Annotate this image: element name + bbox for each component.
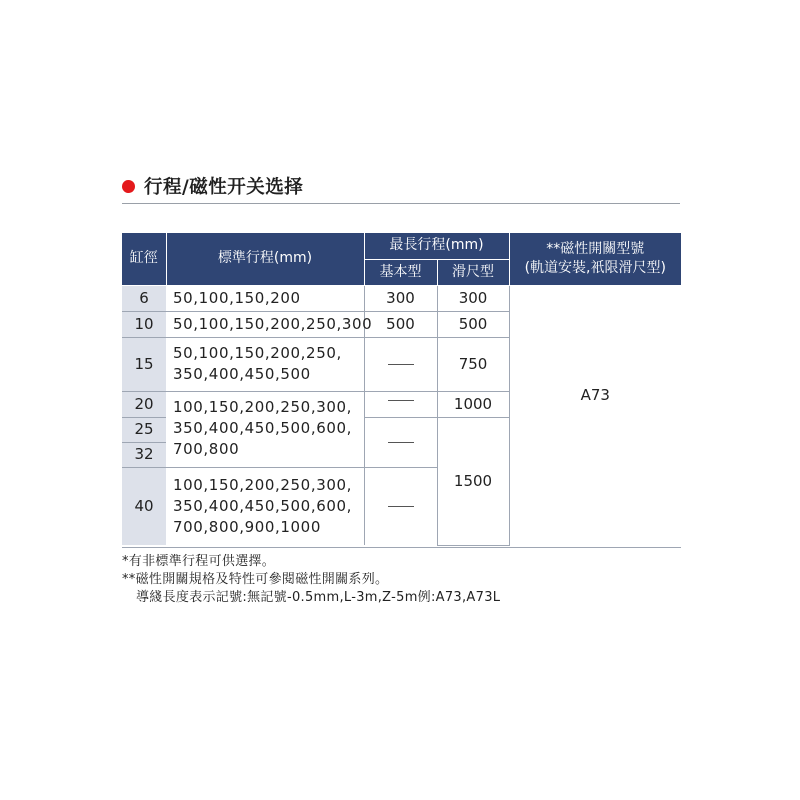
standard-stroke-line: 350,400,450,500,600, bbox=[173, 496, 352, 515]
standard-stroke-line: 100,150,200,250,300, bbox=[173, 397, 352, 416]
footnote-1: *有非標準行程可供選擇。 bbox=[122, 554, 276, 569]
header-slide-type: 滑尺型 bbox=[437, 259, 509, 285]
header-bore: 缸徑 bbox=[122, 233, 166, 285]
standard-stroke-line: 50,100,150,200,250, bbox=[173, 344, 342, 362]
slide-max-cell bbox=[437, 417, 509, 545]
standard-stroke-cell: 50,100,150,200 bbox=[166, 285, 364, 311]
header-max-stroke: 最長行程(mm) bbox=[364, 233, 509, 259]
red-bullet-icon bbox=[122, 180, 135, 193]
bore-cell: 25 bbox=[122, 417, 166, 442]
switch-model-cell bbox=[509, 285, 681, 546]
bore-cell: 10 bbox=[122, 311, 166, 337]
slide-max-cell: 300 bbox=[437, 285, 509, 311]
basic-max-cell bbox=[364, 391, 437, 417]
header-switch-line1: **磁性開關型號 bbox=[546, 240, 645, 257]
section-title: 行程/磁性开关选择 bbox=[144, 177, 304, 198]
stroke-switch-table bbox=[122, 233, 681, 546]
header-switch-line2: (軌道安裝,衹限滑尺型) bbox=[524, 259, 666, 276]
header-basic-type: 基本型 bbox=[364, 259, 437, 285]
basic-max-cell bbox=[364, 467, 437, 545]
dash-icon bbox=[388, 442, 414, 443]
footnote-3: 導綫長度表示記號:無記號-0.5mm,L-3m,Z-5m例:A73,A73L bbox=[136, 590, 501, 605]
slide-max-cell: 750 bbox=[437, 337, 509, 391]
footnotes bbox=[122, 553, 500, 607]
standard-stroke-line: 350,400,450,500,600, bbox=[173, 418, 352, 437]
table-row bbox=[122, 285, 681, 311]
basic-max-cell bbox=[364, 417, 437, 467]
bore-cell: 6 bbox=[122, 285, 166, 311]
table-bottom-rule bbox=[122, 547, 681, 548]
dash-icon bbox=[388, 400, 414, 401]
header-switch-model bbox=[509, 233, 681, 285]
bore-cell: 40 bbox=[122, 467, 166, 545]
basic-max-cell: 500 bbox=[364, 311, 437, 337]
slide-max-cell: 1000 bbox=[437, 391, 509, 417]
standard-stroke-line: 100,150,200,250,300, bbox=[173, 475, 352, 494]
standard-stroke-cell bbox=[166, 467, 364, 545]
basic-max-cell: 300 bbox=[364, 285, 437, 311]
section-header bbox=[122, 171, 303, 201]
standard-stroke-cell bbox=[166, 337, 364, 391]
slide-max-value: 1500 bbox=[453, 471, 493, 490]
section-divider bbox=[122, 203, 680, 204]
bore-cell: 15 bbox=[122, 337, 166, 391]
standard-stroke-cell bbox=[166, 391, 364, 467]
dash-icon bbox=[388, 364, 414, 365]
standard-stroke-line: 700,800,900,1000 bbox=[173, 517, 321, 536]
standard-stroke-cell: 50,100,150,200,250,300 bbox=[166, 311, 364, 337]
bore-cell: 20 bbox=[122, 391, 166, 417]
bore-cell: 32 bbox=[122, 442, 166, 467]
basic-max-cell bbox=[364, 337, 437, 391]
footnote-2: **磁性開關規格及特性可參閱磁性開關系列。 bbox=[122, 572, 389, 587]
slide-max-cell: 500 bbox=[437, 311, 509, 337]
standard-stroke-line: 700,800 bbox=[173, 439, 240, 458]
switch-model-value: A73 bbox=[580, 386, 610, 404]
standard-stroke-line: 350,400,450,500 bbox=[173, 365, 311, 383]
header-standard-stroke: 標準行程(mm) bbox=[166, 233, 364, 285]
dash-icon bbox=[388, 506, 414, 507]
